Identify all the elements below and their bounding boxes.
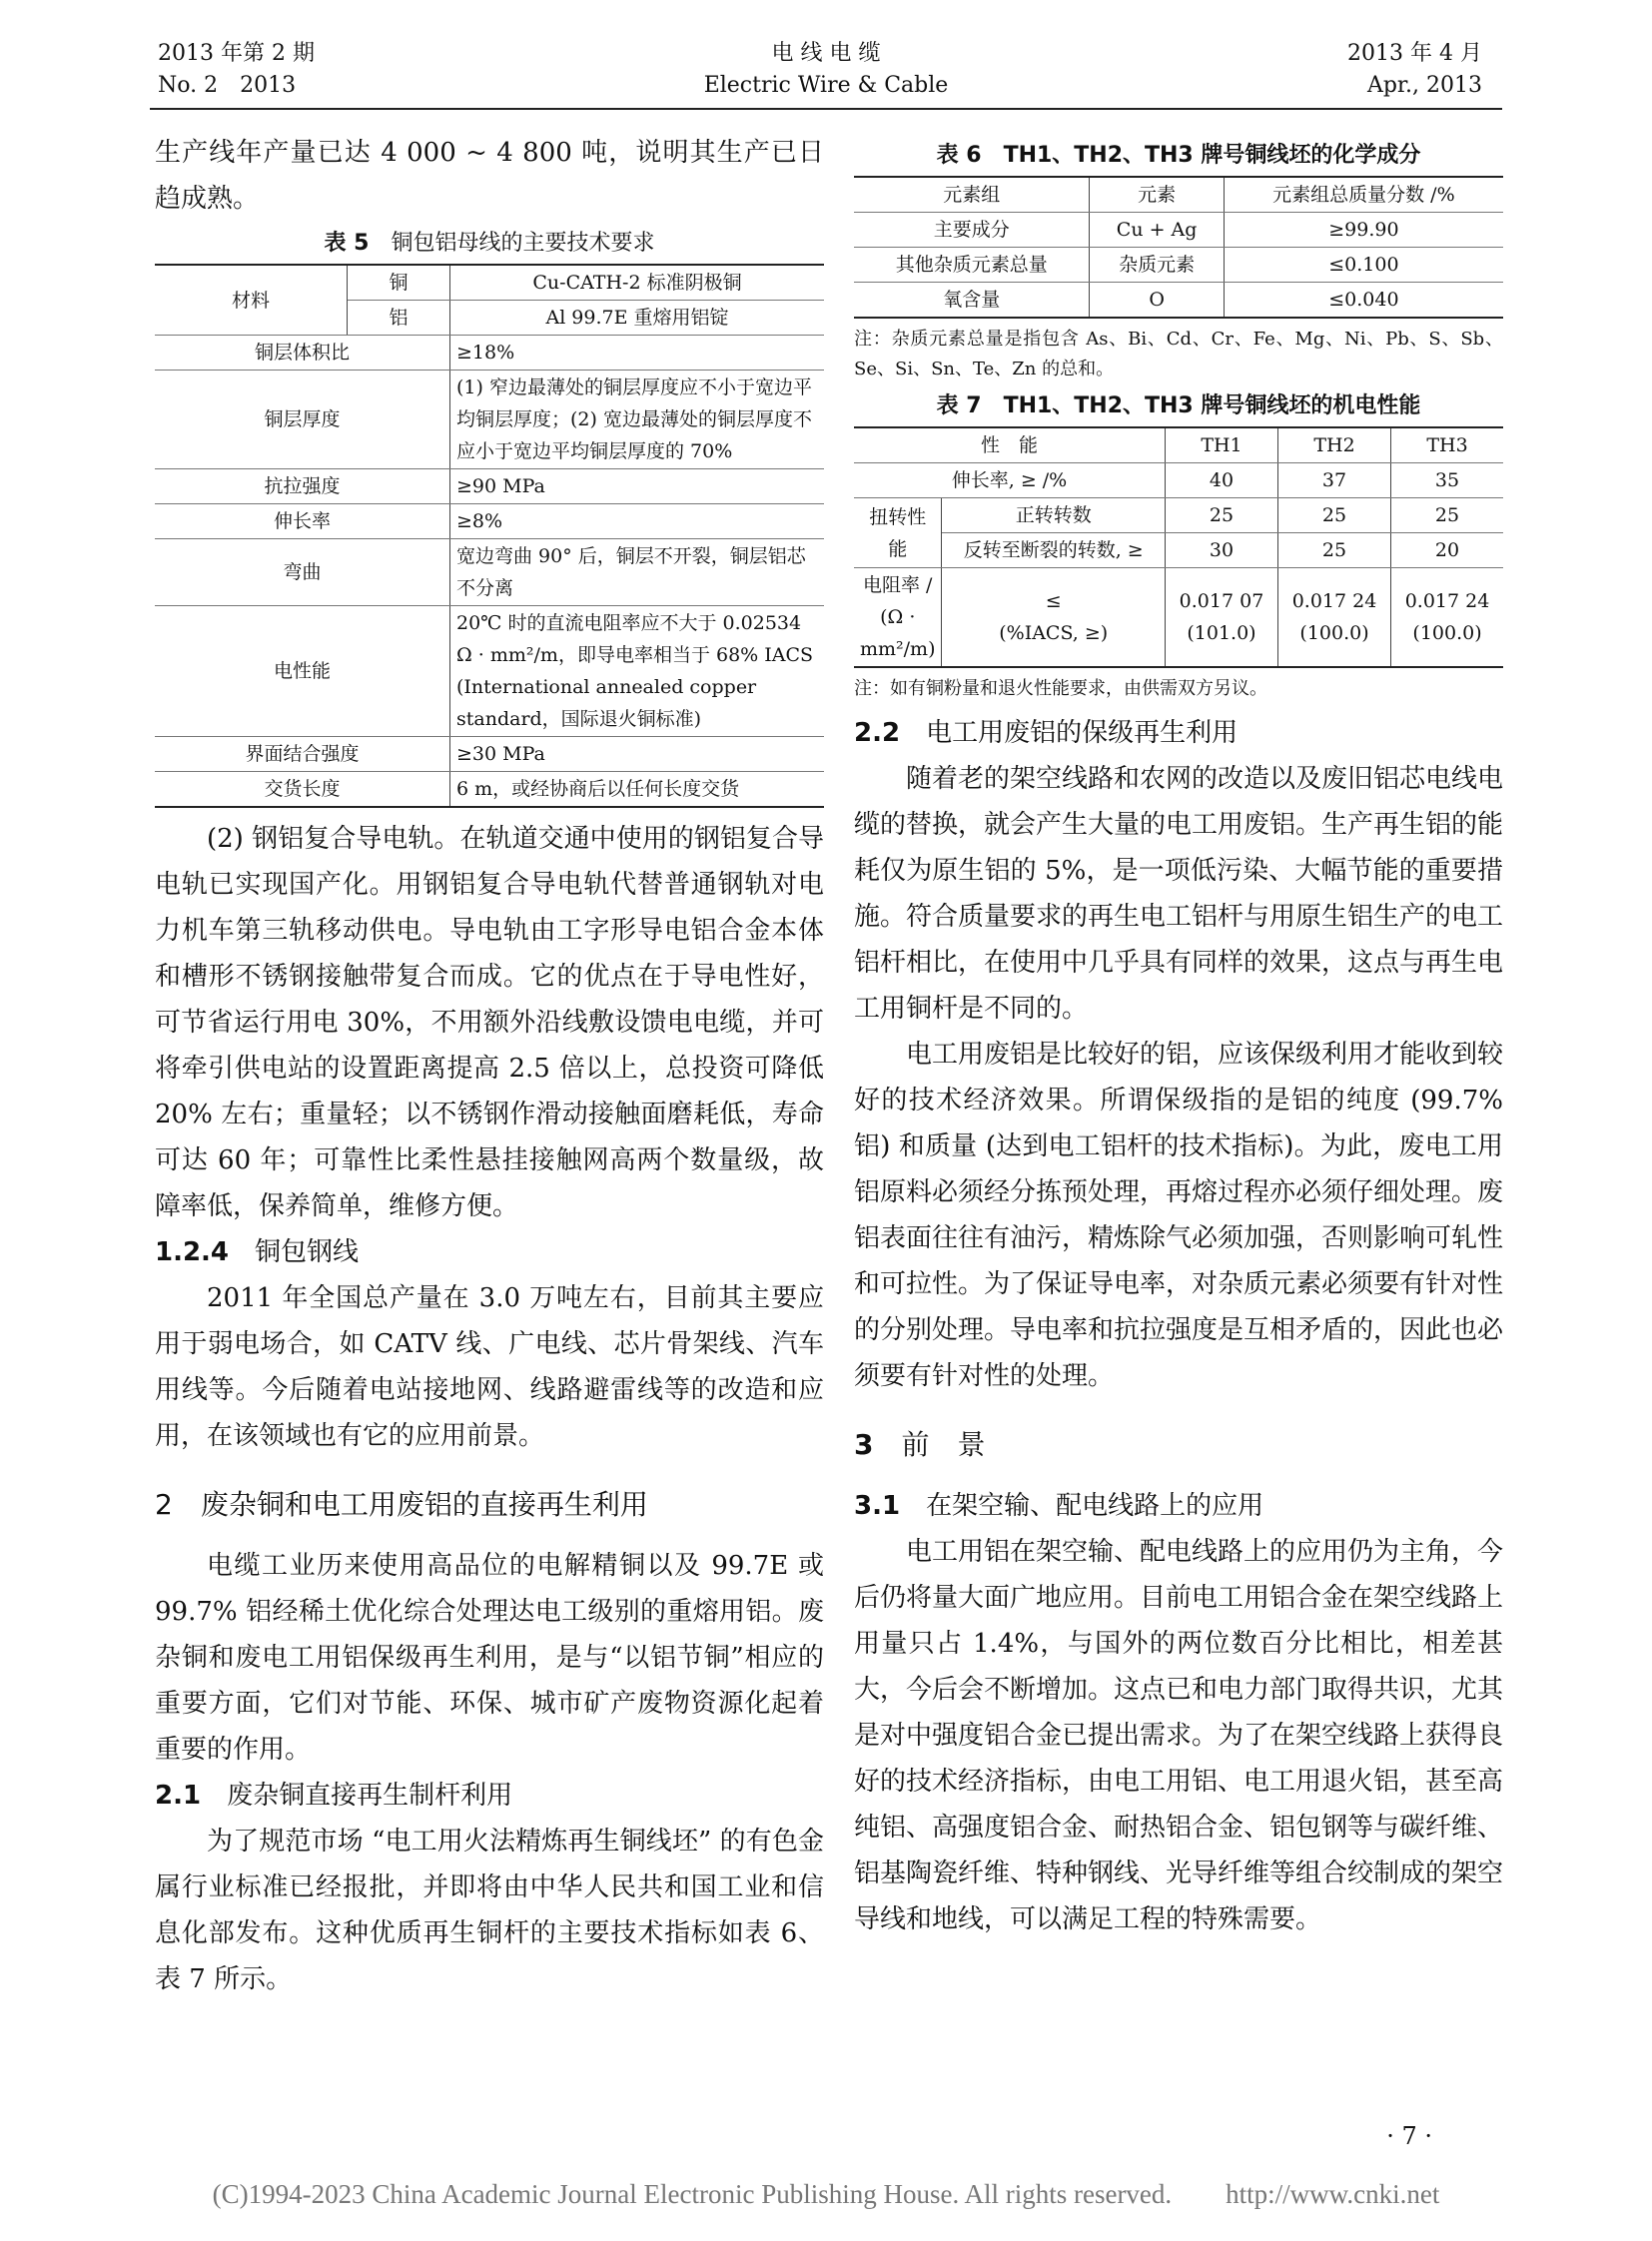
table-cell: 37 [1278, 463, 1391, 498]
resist-value: 0.017 07 [1179, 590, 1264, 612]
table-cell [1278, 568, 1391, 668]
section-2-heading [155, 1483, 824, 1527]
section-title: 前 景 [901, 1428, 986, 1461]
iacs-condition: (%IACS, ≥) [999, 622, 1109, 644]
table-row [854, 213, 1503, 248]
resist-value: 0.017 24 [1291, 590, 1377, 612]
table-cell: (1) 窄边最薄处的铜层厚度应不小于宽边平均铜层厚度；(2) 宽边最薄处的铜层厚度不应小于宽边平均铜层厚度的 70% [450, 371, 825, 469]
table6-number: 表 6 [936, 143, 982, 168]
resist-condition: ≤ [1045, 590, 1062, 612]
table-cell: 扭转性能 [854, 498, 942, 568]
issue-label-en: No. 2 2013 [158, 73, 297, 98]
table6-caption [854, 140, 1503, 172]
table-row [155, 336, 824, 371]
iacs-value: (100.0) [1412, 622, 1482, 644]
table5 [155, 264, 824, 808]
table7-number: 表 7 [936, 393, 982, 418]
table-row [155, 469, 824, 504]
table-cell: 铜层厚度 [155, 371, 450, 469]
table-cell: 氧含量 [854, 283, 1090, 319]
section-3-1-paragraph: 电工用铝在架空输、配电线路上的应用仍为主角，今后仍将量大面广地应用。目前电工用铝合金在架空线路上用量只占 1.4%，与国外的两位数百分比相比，相差甚大，今后会不断增加。这点已和电力部门取得共识，尤其是对中强度铝合金已提出需求。为了在架空线路上获得良好的技术经济指标，由电工用铝、电工用退火铝，甚至高纯铝、高强度铝合金、耐热铝合金、铝包钢等与碳纤维、铝基陶瓷纤维、特种钢线、光导纤维等组合绞制成的架空导线和地线，可以满足工程的特殊需要。 [854, 1537, 1504, 1934]
table-cell: ≥18% [450, 336, 825, 371]
table-header-cell: 元素组 [854, 177, 1090, 213]
table-row [155, 606, 824, 737]
table-cell: 抗拉强度 [155, 469, 450, 504]
table-header-cell: 元素 [1090, 177, 1224, 213]
table-cell: 铝 [348, 301, 450, 336]
table-header-cell: TH3 [1391, 427, 1503, 463]
table-cell: 宽边弯曲 90° 后，铜层不开裂，铜层铝芯不分离 [450, 539, 825, 606]
table-cell: 20 [1391, 533, 1503, 568]
table-cell: 铜 [348, 265, 450, 301]
table-cell [1165, 568, 1277, 668]
section-2-1-paragraph: 为了规范市场 “电工用火法精炼再生铜线坯” 的有色金属行业标准已经报批，并即将由中华人民共和国工业和信息化部发布。这种优质再生铜杆的主要技术指标如表 6、表 7 所示。 [155, 1827, 824, 1994]
section-2-paragraph: 电缆工业历来使用高品位的电解精铜以及 99.7E 或 99.7% 铝经稀土优化综合处理达电工级别的重熔用铝。废杂铜和废电工用铝保级再生利用，是与“以铝节铜”相应的重要方面，它们对节能、环保、城市矿产废物资源化起着重要的作用。 [155, 1551, 824, 1765]
journal-title-en: Electric Wire & Cable [703, 73, 949, 98]
date-label-en: Apr., 2013 [1366, 73, 1482, 98]
table-cell: 35 [1391, 463, 1503, 498]
table-row [854, 248, 1503, 283]
resist-value: 0.017 24 [1404, 590, 1490, 612]
table-cell: 界面结合强度 [155, 737, 450, 772]
table-cell: 电性能 [155, 606, 450, 737]
table7-caption [854, 390, 1503, 422]
table-cell: 伸长率 [155, 504, 450, 539]
table-cell: O [1090, 283, 1224, 319]
rail-paragraph: (2) 钢铝复合导电轨。在轨道交通中使用的钢铝复合导电轨已实现国产化。用钢铝复合导电轨代替普通钢轨对电力机车第三轨移动供电。导电轨由工字形导电铝合金本体和槽形不锈钢接触带复合而成。它的优点在于导电性好，可节省运行用电 30%，不用额外沿线敷设馈电电缆，并可将牵引供电站的设置距离提高 2.5 倍以上，总投资可降低 20% 左右；重量轻；以不锈钢作滑动接触面磨耗低，寿命可达 60 年；可靠性比柔性悬挂接触网高两个数量级，故障率低，保养简单，维修方便。 [155, 824, 824, 1221]
table-cell: ≤0.100 [1224, 248, 1503, 283]
section-number: 3 [854, 1428, 874, 1461]
table-cell: 弯曲 [155, 539, 450, 606]
table-row [854, 283, 1503, 319]
table5-title: 铜包铝母线的主要技术要求 [391, 231, 655, 256]
running-header-right [1347, 38, 1482, 102]
iacs-value: (101.0) [1187, 622, 1256, 644]
table-cell: 材料 [155, 265, 348, 336]
table-header-row [854, 177, 1503, 213]
table-row [854, 463, 1503, 498]
table-cell: Cu-CATH-2 标准阴极铜 [450, 265, 825, 301]
ccs-paragraph: 2011 年全国总产量在 3.0 万吨左右，目前其主要应用于弱电场合，如 CATV 线、广电线、芯片骨架线、汽车用线等。今后随着电站接地网、线路避雷线等的改造和应用，在该领域也有它的应用前景。 [155, 1283, 824, 1451]
table-cell: 杂质元素 [1090, 248, 1224, 283]
table-cell: 其他杂质元素总量 [854, 248, 1090, 283]
table-row [155, 265, 824, 301]
section-3-1-heading [854, 1483, 1503, 1529]
table-row [155, 737, 824, 772]
table-cell: 6 m，或经协商后以任何长度交货 [450, 772, 825, 808]
table-cell [1391, 568, 1503, 668]
intro-paragraph: 生产线年产量已达 4 000 ~ 4 800 吨，说明其生产已日趋成熟。 [155, 138, 824, 214]
iacs-value: (100.0) [1299, 622, 1369, 644]
table-cell [942, 568, 1165, 668]
table-header-cell: TH1 [1165, 427, 1277, 463]
table-cell: 25 [1165, 498, 1277, 533]
table-cell: 主要成分 [854, 213, 1090, 248]
section-2-2-paragraph-1: 随着老的架空线路和农网的改造以及废旧铝芯电线电缆的替换，就会产生大量的电工用废铝。生产再生铝的能耗仅为原生铝的 5%，是一项低污染、大幅节能的重要措施。符合质量要求的再生电工铝杆与用原生铝生产的电工铝杆相比，在使用中几乎具有同样的效果，这点与再生电工用铜杆是不同的。 [854, 764, 1504, 1024]
section-title: 铜包钢线 [255, 1237, 360, 1267]
table7-title: TH1、TH2、TH3 牌号铜线坯的机电性能 [1003, 393, 1421, 418]
journal-title-cn: 电 线 电 缆 [771, 41, 881, 66]
table7 [854, 426, 1503, 668]
table-header-cell: 元素组总质量分数 /% [1224, 177, 1503, 213]
table-cell: 25 [1278, 533, 1391, 568]
table-cell: 伸长率, ≥ /% [854, 463, 1165, 498]
section-2-2-heading [854, 710, 1503, 756]
table-cell: 正转转数 [942, 498, 1165, 533]
table-cell: 交货长度 [155, 772, 450, 808]
section-number: 1.2.4 [155, 1237, 230, 1267]
table-cell: Al 99.7E 重熔用铝锭 [450, 301, 825, 336]
table-cell: ≥8% [450, 504, 825, 539]
section-number: 2 [155, 1488, 173, 1521]
table-cell: 30 [1165, 533, 1277, 568]
table-row [155, 772, 824, 808]
table-header-cell: TH2 [1278, 427, 1391, 463]
table-cell: ≥90 MPa [450, 469, 825, 504]
table-row [155, 371, 824, 469]
section-title: 废杂铜和电工用废铝的直接再生利用 [200, 1488, 648, 1521]
table-row [155, 504, 824, 539]
section-title: 废杂铜直接再生制杆利用 [227, 1781, 513, 1811]
right-column [854, 140, 1503, 1942]
issue-label: 2013 年第 2 期 [158, 41, 315, 66]
table-cell: 电阻率 / (Ω · mm²/m) [854, 568, 942, 668]
table-cell: ≥99.90 [1224, 213, 1503, 248]
table-header-row [854, 427, 1503, 463]
section-number: 2.2 [854, 718, 901, 748]
left-column [155, 130, 824, 2002]
table5-caption [155, 228, 824, 260]
table-cell: 20℃ 时的直流电阻率应不大于 0.02534 Ω · mm²/m，即导电率相当于 68% IACS (International annealed copper standard，国际退火铜标准) [450, 606, 825, 737]
table-cell: ≤0.040 [1224, 283, 1503, 319]
table7-note: 注：如有铜粉量和退火性能要求，由供需双方另议。 [854, 678, 1267, 699]
table5-number: 表 5 [324, 231, 370, 256]
table-cell: Cu + Ag [1090, 213, 1224, 248]
table-row [854, 498, 1503, 533]
table6-note: 注：杂质元素总量是指包含 As、Bi、Cd、Cr、Fe、Mg、Ni、Pb、S、Sb、Se、Si、Sn、Te、Zn 的总和。 [854, 329, 1503, 379]
section-1-2-4-heading [155, 1229, 824, 1275]
table-row [155, 539, 824, 606]
section-title: 电工用废铝的保级再生利用 [926, 718, 1239, 748]
section-number: 3.1 [854, 1491, 901, 1521]
table-row [854, 568, 1503, 668]
section-title: 在架空输、配电线路上的应用 [926, 1491, 1264, 1521]
table-cell: 40 [1165, 463, 1277, 498]
table-cell: 反转至断裂的转数, ≥ [942, 533, 1165, 568]
section-3-heading [854, 1423, 1503, 1467]
table-cell: ≥30 MPa [450, 737, 825, 772]
table-cell: 铜层体积比 [155, 336, 450, 371]
table-cell: 25 [1278, 498, 1391, 533]
section-number: 2.1 [155, 1781, 202, 1811]
page-number: · 7 · [1386, 2122, 1432, 2150]
section-2-1-heading [155, 1773, 824, 1819]
header-rule [150, 108, 1502, 110]
table-row [854, 533, 1503, 568]
section-2-2-paragraph-2: 电工用废铝是比较好的铝，应该保级利用才能收到较好的技术经济效果。所谓保级指的是铝的纯度 (99.7% 铝) 和质量 (达到电工铝杆的技术指标)。为此，废电工用铝原料必须经分拣预处理，再熔过程亦必须仔细处理。废铝表面往往有油污，精炼除气必须加强，否则影响可轧性和可拉性。为了保证导电率，对杂质元素必须要有针对性的分别处理。导电率和抗拉强度是互相矛盾的，因此也必须要有针对性的处理。 [854, 1040, 1504, 1391]
table6 [854, 176, 1503, 319]
table-cell: 25 [1391, 498, 1503, 533]
table-header-cell: 性 能 [854, 427, 1165, 463]
copyright-footer: (C)1994-2023 China Academic Journal Electronic Publishing House. All rights reserved. http://www.cnki.net [212, 2179, 1440, 2209]
table6-title: TH1、TH2、TH3 牌号铜线坯的化学成分 [1003, 143, 1421, 168]
date-label: 2013 年 4 月 [1347, 41, 1482, 66]
